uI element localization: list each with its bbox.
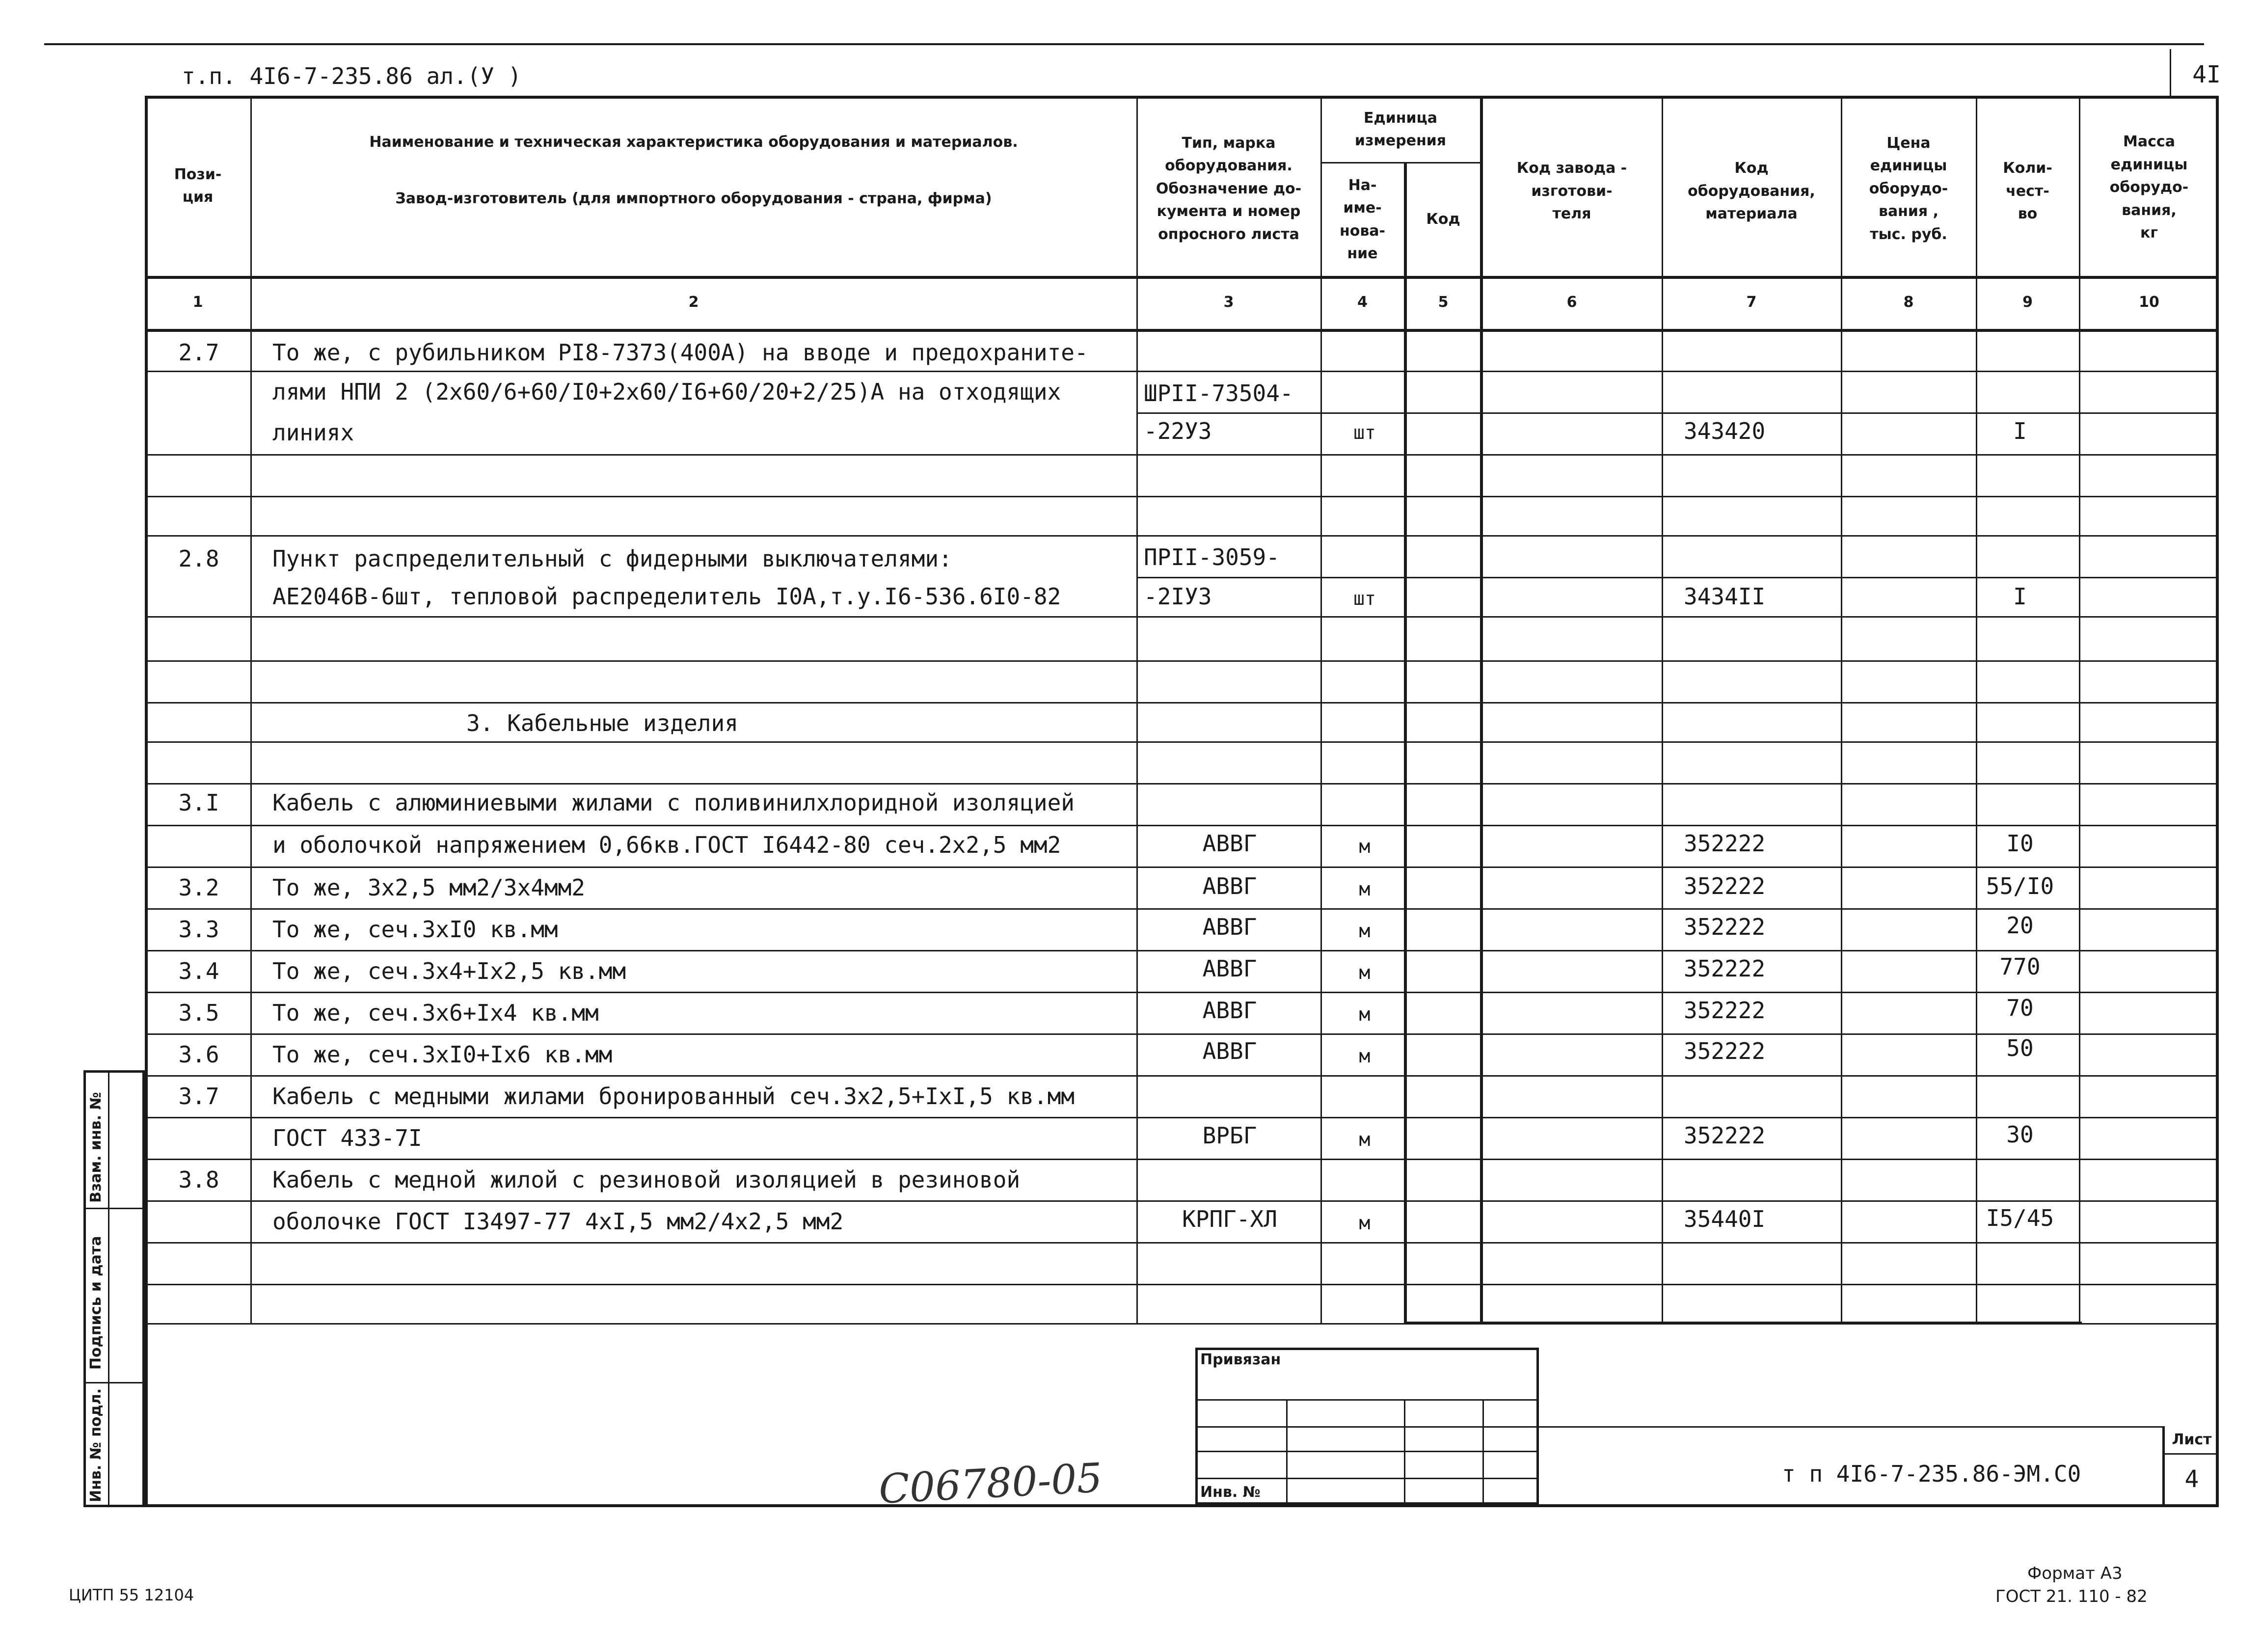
item-code-cell: 343420 — [1684, 418, 1766, 444]
item-type-cell: АВВГ — [1202, 1038, 1257, 1064]
item-name-cell: То же, сеч.3х6+Iх4 кв.мм — [272, 1000, 599, 1026]
item-name-cell: АЕ2046В-6шт, тепловой распределитель I0А,т.у.I6-536.6I0-82 — [272, 583, 1061, 610]
header-manufacturer-code: Код завода - изготови- теля — [1516, 160, 1627, 223]
item-quantity-cell: 770 — [1999, 953, 2041, 980]
item-code-cell: 352222 — [1684, 914, 1766, 940]
format-label: Формат А3 — [2027, 1564, 2123, 1583]
column-number: 8 — [1903, 294, 1914, 311]
item-quantity-cell: 50 — [2006, 1035, 2034, 1061]
item-name-cell: оболочке ГОСТ I3497-77 4хI,5 мм2/4х2,5 мм2 — [272, 1208, 844, 1235]
item-unit-cell: м — [1359, 836, 1371, 857]
header-unit-name: На- име- нова- ние — [1339, 176, 1386, 262]
item-name-cell: лями НПИ 2 (2х60/6+60/I0+2х60/I6+60/20+2/25)А на отходящих — [272, 379, 1061, 405]
item-unit-cell: м — [1359, 878, 1371, 900]
item-quantity-cell: 70 — [2006, 995, 2034, 1021]
item-quantity-cell: 30 — [2006, 1121, 2034, 1148]
item-name-cell: ГОСТ 433-7I — [272, 1125, 422, 1151]
item-type-cell: АВВГ — [1202, 830, 1257, 857]
item-name-cell: и оболочкой напряжением 0,66кв.ГОСТ I6442-80 сеч.2х2,5 мм2 — [272, 832, 1061, 858]
column-number: 7 — [1746, 294, 1757, 311]
item-name-cell: Кабель с алюминиевыми жилами с поливинилхлоридной изоляцией — [272, 789, 1075, 816]
item-code-cell: 3434II — [1684, 583, 1766, 610]
item-name-cell: Кабель с медными жилами бронированный сеч.3х2,5+IхI,5 кв.мм — [272, 1083, 1075, 1110]
item-quantity-cell: 55/I0 — [1986, 873, 2054, 899]
item-code-cell: 35440I — [1684, 1206, 1766, 1232]
item-quantity-cell: I0 — [2006, 830, 2034, 857]
document-title: т.п. 4I6-7-235.86 ал.(У ) — [182, 63, 522, 89]
column-number: 3 — [1223, 294, 1234, 311]
position-cell: 3.4 — [178, 958, 219, 984]
column-number: 5 — [1438, 294, 1449, 311]
item-unit-cell: м — [1359, 920, 1371, 942]
section-heading: 3. Кабельные изделия — [466, 710, 738, 736]
position-cell: 3.8 — [178, 1166, 219, 1193]
position-cell: 2.7 — [178, 339, 219, 366]
column-number: 4 — [1357, 294, 1368, 311]
position-cell: 3.6 — [178, 1041, 219, 1068]
original-inventory-label: Инв. № подл. — [87, 1388, 105, 1502]
position-cell: 3.7 — [178, 1083, 219, 1110]
item-name-cell: Кабель с медной жилой с резиновой изоляцией в резиновой — [272, 1166, 1021, 1193]
print-code: ЦИТП 55 12104 — [69, 1586, 194, 1604]
item-code-cell: 352222 — [1684, 955, 1766, 982]
item-name-cell: Пункт распределительный с фидерными выключателями: — [272, 545, 952, 572]
item-unit-cell: м — [1359, 1129, 1371, 1150]
header-name-line2: Завод-изготовитель (для импортного оборудования - страна, фирма) — [395, 190, 992, 207]
item-code-cell: 352222 — [1684, 1038, 1766, 1064]
header-unit-group: Единица измерения — [1354, 109, 1447, 149]
item-type-cell: ПРII-3059- — [1144, 544, 1280, 570]
item-name-cell: То же, сеч.3хI0+Iх6 кв.мм — [272, 1041, 613, 1068]
item-quantity-cell: I5/45 — [1986, 1205, 2054, 1231]
header-equipment-code: Код оборудования, материала — [1688, 160, 1815, 223]
header-quantity: Коли- чест- во — [2003, 160, 2052, 223]
gost-label: ГОСТ 21. 110 - 82 — [1995, 1587, 2148, 1606]
item-type-cell: КРПГ-ХЛ — [1182, 1206, 1277, 1232]
column-number: 9 — [2022, 294, 2033, 311]
column-number: 10 — [2139, 294, 2159, 311]
signature-date-label: Подпись и дата — [87, 1236, 105, 1370]
handwritten-inventory-number: С06780-05 — [877, 1455, 1104, 1513]
item-code-cell: 352222 — [1684, 830, 1766, 857]
item-quantity-cell: 20 — [2006, 912, 2034, 939]
header-unit-code: Код — [1426, 211, 1460, 228]
item-name-cell: То же, сеч.3х4+Iх2,5 кв.мм — [272, 958, 626, 984]
item-name-cell: То же, 3х2,5 мм2/3х4мм2 — [272, 874, 585, 901]
item-name-cell: линиях — [272, 419, 354, 446]
column-number: 2 — [688, 294, 699, 311]
item-code-cell: 352222 — [1684, 873, 1766, 899]
item-type-cell: АВВГ — [1202, 955, 1257, 982]
item-type-cell: АВВГ — [1202, 873, 1257, 899]
item-quantity-cell: I — [2013, 418, 2027, 444]
column-number: 1 — [192, 294, 203, 311]
item-unit-cell: шт — [1353, 422, 1376, 443]
header-unit-price: Цена единицы оборудо- вания , тыс. руб. — [1869, 134, 1948, 243]
sheet-label: Лист — [2172, 1431, 2212, 1448]
item-type-cell: ВРБГ — [1202, 1122, 1257, 1149]
item-unit-cell: м — [1359, 962, 1371, 983]
item-unit-cell: шт — [1353, 588, 1376, 609]
position-cell: 3.2 — [178, 874, 219, 901]
item-type-cell: -2IУ3 — [1144, 583, 1212, 610]
item-type-cell: АВВГ — [1202, 997, 1257, 1024]
position-cell: 2.8 — [178, 545, 219, 572]
item-unit-cell: м — [1359, 1003, 1371, 1025]
item-code-cell: 352222 — [1684, 1122, 1766, 1149]
column-number: 6 — [1566, 294, 1577, 311]
sheet-number: 4 — [2184, 1465, 2199, 1493]
page-corner-number: 4I — [2192, 61, 2221, 88]
header-mass: Масса единицы оборудо- вания, кг — [2109, 133, 2189, 242]
item-name-cell: То же, сеч.3хI0 кв.мм — [272, 916, 558, 943]
position-cell: 3.I — [178, 789, 219, 816]
binding-label: Привязан — [1200, 1351, 1281, 1368]
item-type-cell: АВВГ — [1202, 914, 1257, 940]
item-type-cell: -22У3 — [1144, 418, 1212, 444]
item-type-cell: ШРII-73504- — [1144, 380, 1293, 406]
position-cell: 3.3 — [178, 916, 219, 943]
inventory-number-label: Инв. № — [1200, 1484, 1261, 1501]
item-name-cell: То же, с рубильником РI8-7373(400А) на вводе и предохраните- — [272, 339, 1088, 366]
position-cell: 3.5 — [178, 1000, 219, 1026]
item-quantity-cell: I — [2013, 583, 2027, 610]
item-code-cell: 352222 — [1684, 997, 1766, 1024]
top-rule — [44, 43, 2204, 45]
item-unit-cell: м — [1359, 1045, 1371, 1067]
document-code: т п 4I6-7-235.86-ЭМ.С0 — [1782, 1461, 2081, 1487]
replace-inventory-label: Взам. инв. № — [87, 1092, 105, 1203]
header-position: Пози- ция — [174, 165, 222, 206]
header-type: Тип, марка оборудования. Обозначение до- кумента и номер опросного листа — [1156, 134, 1302, 243]
header-name-line1: Наименование и техническая характеристика оборудования и материалов. — [369, 133, 1018, 151]
item-unit-cell: м — [1359, 1212, 1371, 1234]
